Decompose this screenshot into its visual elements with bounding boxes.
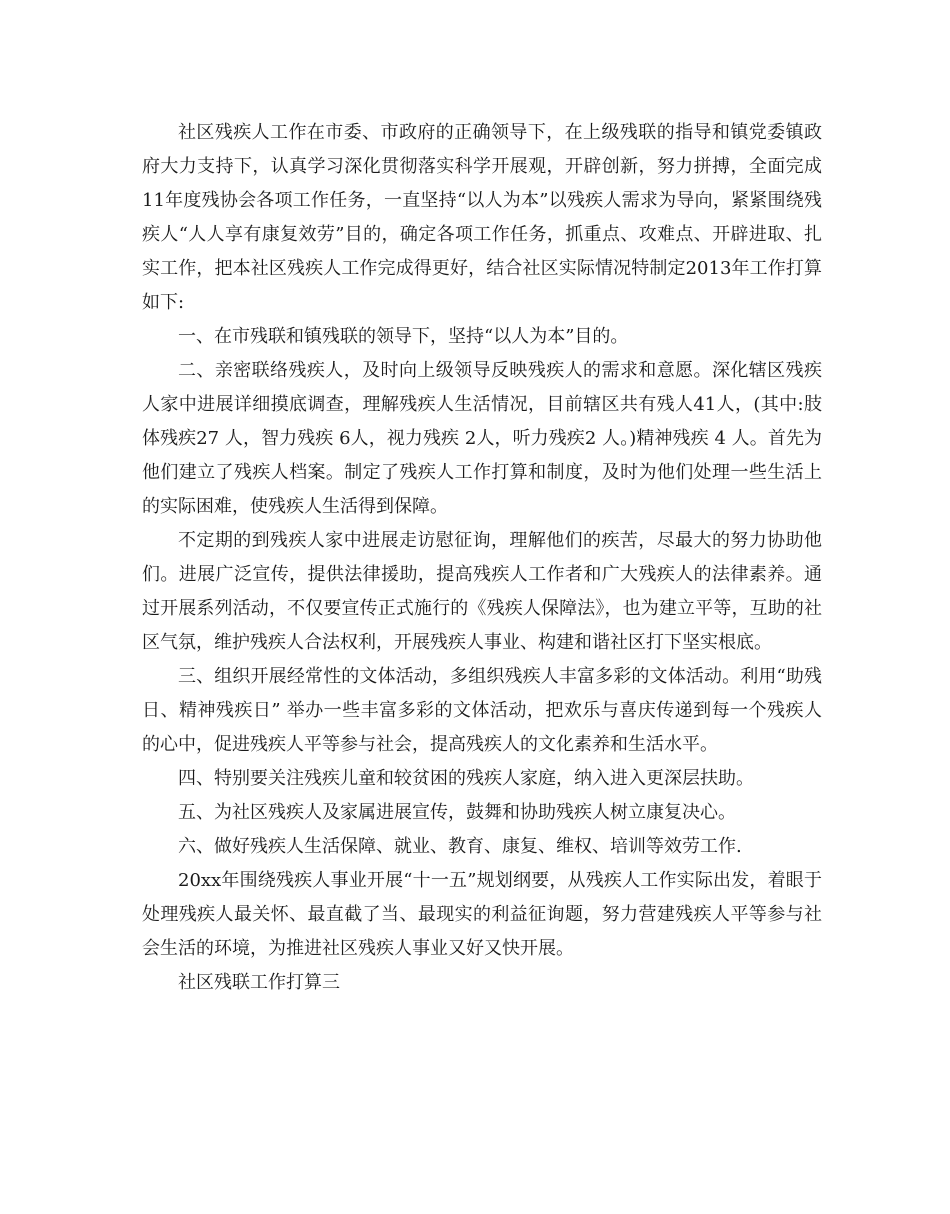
section-heading: 社区残联工作打算三 — [178, 972, 340, 993]
paragraph-item-6: 六、做好残疾人生活保障、就业、教育、康复、维权、培训等效劳工作. — [178, 836, 742, 857]
paragraph-intro: 社区残疾人工作在市委、市政府的正确领导下，在上级残联的指导和镇党委镇政府大力支持下，认真学习深化贯彻落实科学开展观，开辟创新，努力拼搏，全面完成11年度残协会各项工作任务，一直坚持“以人为本”以残疾人需求为导向，紧紧围绕残疾人“人人享有康复效劳”目的，确定各项工作任务，抓重点、攻难点、开辟进取、扎实工作，把本社区残疾人工作完成得更好，结合社区实际情况特制定2013年工作打算如下: — [142, 122, 822, 313]
paragraph-item-5: 五、为社区残疾人及家属进展宣传，鼓舞和协助残疾人树立康复决心。 — [178, 802, 736, 823]
paragraph-visits: 不定期的到残疾人家中进展走访慰征询，理解他们的疾苦，尽最大的努力协助他们。进展广泛宣传，提供法律援助，提高残疾人工作者和广大残疾人的法律素养。通过开展系列活动，不仅要宣传正式施行的《残疾人保障法》，也为建立平等，互助的社区气氛，维护残疾人合法权利，开展残疾人事业、构建和谐社区打下坚实根底。 — [142, 530, 822, 653]
paragraph-item-2: 二、亲密联络残疾人，及时向上级领导反映残疾人的需求和意愿。深化辖区残疾人家中进展详细摸底调查，理解残疾人生活情况，目前辖区共有残人41人，(其中:肢体残疾27 人，智力残疾 6人，视力残疾 2人，听力残疾2 人。)精神残疾 4 人。首先为他们建立了残疾人档案。制定了残疾人工作打算和制度，及时为他们处理一些生活上的实际困难，使残疾人生活得到保障。 — [142, 360, 822, 517]
document-body — [142, 116, 822, 1000]
paragraph-item-4: 四、特别要关注残疾儿童和较贫困的残疾人家庭，纳入进入更深层扶助。 — [178, 768, 754, 789]
paragraph-item-3: 三、组织开展经常性的文体活动，多组织残疾人丰富多彩的文体活动。利用“助残日、精神残疾日” 举办一些丰富多彩的文体活动，把欢乐与喜庆传递到每一个残疾人的心中，促进残疾人平等参与社会，提高残疾人的文化素养和生活水平。 — [142, 666, 822, 755]
paragraph-plan-outline: 20xx年围绕残疾人事业开展“十一五”规划纲要，从残疾人工作实际出发，着眼于处理残疾人最关怀、最直截了当、最现实的利益征询题，努力营建残疾人平等参与社会生活的环境，为推进社区残疾人事业又好又快开展。 — [142, 870, 822, 959]
paragraph-item-1: 一、在市残联和镇残联的领导下，坚持“以人为本”目的。 — [178, 326, 629, 347]
